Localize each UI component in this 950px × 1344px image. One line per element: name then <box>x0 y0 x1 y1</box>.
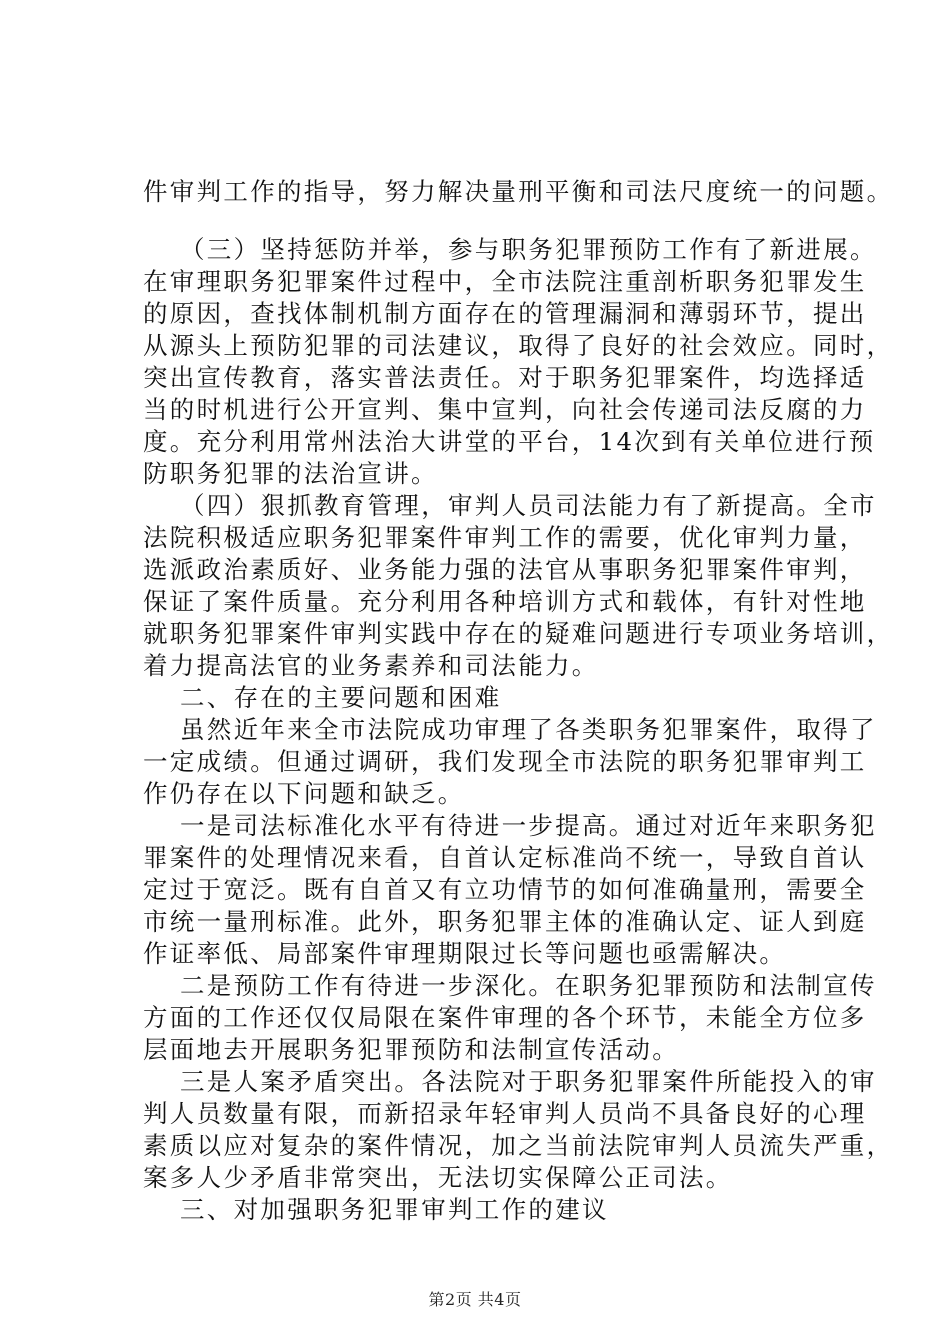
text-line: 定过于宽泛。既有自首又有立功情节的如何准确量刑，需要全 <box>143 875 867 904</box>
text-line: 度。充分利用常州法治大讲堂的平台，14次到有关单位进行预 <box>143 427 876 456</box>
text-line: 作仍存在以下问题和缺乏。 <box>143 779 465 808</box>
text-line: 就职务犯罪案件审判实践中存在的疑难问题进行专项业务培训， <box>143 619 894 648</box>
text-line: 方面的工作还仅仅局限在案件审理的各个环节，未能全方位多 <box>143 1003 867 1032</box>
text-line: 一是司法标准化水平有待进一步提高。通过对近年来职务犯 <box>180 811 877 840</box>
text-line: 二是预防工作有待进一步深化。在职务犯罪预防和法制宣传 <box>180 971 877 1000</box>
text-line: （四）狠抓教育管理，审判人员司法能力有了新提高。全市 <box>180 491 877 520</box>
text-line: 虽然近年来全市法院成功审理了各类职务犯罪案件，取得了 <box>180 715 877 744</box>
text-line: 的原因，查找体制机制方面存在的管理漏洞和薄弱环节，提出 <box>143 299 867 328</box>
text-line: 素质以应对复杂的案件情况，加之当前法院审判人员流失严重， <box>143 1131 894 1160</box>
page-number: 第2页 共4页 <box>428 1290 522 1309</box>
text-line: 层面地去开展职务犯罪预防和法制宣传活动。 <box>143 1035 679 1064</box>
text-line: 突出宣传教育，落实普法责任。对于职务犯罪案件，均选择适 <box>143 363 867 392</box>
text-line: 着力提高法官的业务素养和司法能力。 <box>143 651 599 680</box>
text-line: 防职务犯罪的法治宣讲。 <box>143 459 438 488</box>
text-line: 选派政治素质好、业务能力强的法官从事职务犯罪案件审判， <box>143 555 867 584</box>
text-line: 三是人案矛盾突出。各法院对于职务犯罪案件所能投入的审 <box>180 1067 877 1096</box>
text-line: 在审理职务犯罪案件过程中，全市法院注重剖析职务犯罪发生 <box>143 267 867 296</box>
text-line: 法院积极适应职务犯罪案件审判工作的需要，优化审判力量， <box>143 523 867 552</box>
text-line: 从源头上预防犯罪的司法建议，取得了良好的社会效应。同时， <box>143 331 894 360</box>
text-line: 判人员数量有限，而新招录年轻审判人员尚不具备良好的心理 <box>143 1099 867 1128</box>
text-line: 案多人少矛盾非常突出，无法切实保障公正司法。 <box>143 1163 733 1192</box>
text-line: 一定成绩。但通过调研，我们发现全市法院的职务犯罪审判工 <box>143 747 867 776</box>
text-line: 罪案件的处理情况来看，自首认定标准尚不统一，导致自首认 <box>143 843 867 872</box>
section-heading: 三、对加强职务犯罪审判工作的建议 <box>180 1195 609 1224</box>
text-line: （三）坚持惩防并举，参与职务犯罪预防工作有了新进展。 <box>180 235 877 264</box>
text-line: 保证了案件质量。充分利用各种培训方式和载体，有针对性地 <box>143 587 867 616</box>
section-heading: 二、存在的主要问题和困难 <box>180 683 502 712</box>
text-line: 作证率低、局部案件审理期限过长等问题也亟需解决。 <box>143 939 787 968</box>
text-line: 当的时机进行公开宣判、集中宣判，向社会传递司法反腐的力 <box>143 395 867 424</box>
text-line: 市统一量刑标准。此外，职务犯罪主体的准确认定、证人到庭 <box>143 907 867 936</box>
text-line: 件审判工作的指导，努力解决量刑平衡和司法尺度统一的问题。 <box>143 177 894 206</box>
